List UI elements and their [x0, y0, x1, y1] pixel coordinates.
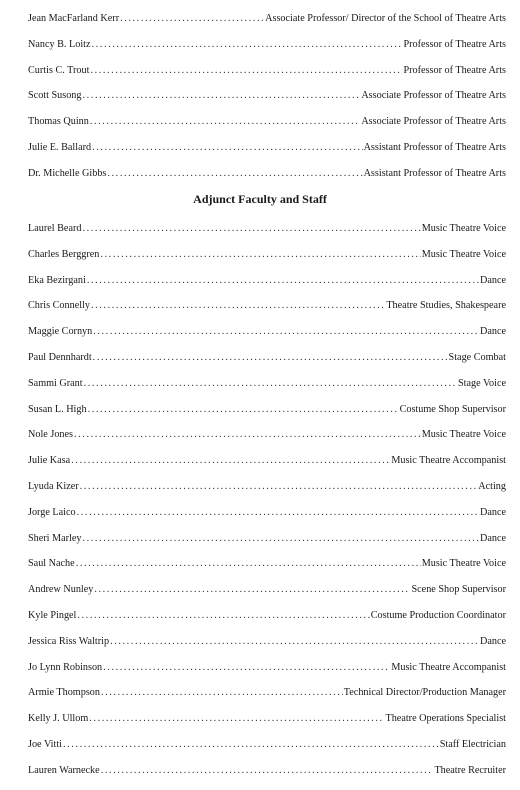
person-name: Maggie Cornyn: [28, 326, 93, 338]
person-name: Laurel Beard: [28, 223, 82, 234]
directory-row: [28, 397, 506, 423]
directory-row: [28, 680, 506, 706]
directory-row: [28, 293, 506, 319]
directory-row: [28, 242, 506, 268]
dot-leader: [74, 422, 421, 448]
staff-list: [28, 216, 506, 784]
directory-row: [28, 551, 506, 577]
directory-row: [28, 83, 506, 109]
person-name: Susan L. High: [28, 403, 87, 415]
person-role: Music Theatre Voice: [421, 223, 506, 234]
person-role: Associate Professor/ Director of the School of Theatre Arts: [265, 13, 506, 24]
person-name: Nancy B. Loitz: [28, 38, 91, 50]
directory-row: [28, 655, 506, 681]
person-role: Stage Combat: [448, 351, 506, 363]
dot-leader: [80, 474, 478, 500]
person-role: Music Theatre Voice: [421, 248, 506, 260]
person-role: Scene Shop Supervisor: [411, 584, 506, 596]
directory-row: [28, 319, 506, 345]
person-role: Dance: [479, 274, 506, 286]
directory-row: [28, 58, 506, 84]
dot-leader: [88, 397, 399, 423]
person-name: Jean MacFarland Kerr: [28, 13, 120, 24]
person-role: Assistant Professor of Theatre Arts: [363, 141, 506, 153]
dot-leader: [101, 680, 343, 706]
person-name: Nole Jones: [28, 429, 73, 441]
dot-leader: [76, 551, 421, 577]
person-name: Andrew Nunley: [28, 584, 94, 596]
person-role: Technical Director/Production Manager: [343, 687, 506, 699]
dot-leader: [77, 500, 479, 526]
dot-leader: [63, 732, 439, 758]
dot-leader: [90, 58, 402, 84]
directory-row: [28, 422, 506, 448]
person-role: Professor of Theatre Arts: [403, 64, 506, 76]
person-role: Music Theatre Voice: [421, 558, 506, 570]
directory-row: [28, 268, 506, 294]
person-name: Jorge Laico: [28, 506, 76, 518]
dot-leader: [90, 109, 360, 135]
dot-leader: [93, 345, 448, 371]
person-name: Sheri Marley: [28, 532, 82, 544]
directory-row: [28, 474, 506, 500]
person-name: Jo Lynn Robinson: [28, 661, 103, 673]
dot-leader: [101, 758, 434, 784]
person-role: Music Theatre Accompanist: [391, 455, 506, 467]
directory-row: [28, 500, 506, 526]
faculty-list: [28, 6, 506, 187]
directory-row: [28, 161, 506, 187]
person-role: Stage Voice: [457, 377, 506, 389]
dot-leader: [92, 135, 362, 161]
person-role: Costume Production Coordinator: [370, 609, 506, 621]
directory-row: [28, 732, 506, 758]
person-name: Saul Nache: [28, 558, 75, 570]
directory-row: [28, 135, 506, 161]
dot-leader: [120, 6, 264, 32]
dot-leader: [82, 526, 478, 552]
person-role: Associate Professor of Theatre Arts: [361, 90, 506, 102]
dot-leader: [77, 603, 369, 629]
person-role: Dance: [479, 326, 506, 338]
person-role: Staff Electrician: [439, 738, 506, 750]
directory-row: [28, 758, 506, 784]
dot-leader: [71, 448, 390, 474]
person-name: Curtis C. Trout: [28, 64, 90, 76]
person-name: Kelly J. Ullom: [28, 713, 89, 725]
dot-leader: [83, 83, 361, 109]
person-name: Sammi Grant: [28, 377, 83, 389]
dot-leader: [87, 268, 479, 294]
dot-leader: [94, 577, 410, 603]
person-name: Jessica Riss Waltrip: [28, 635, 110, 647]
person-role: Assistant Professor of Theatre Arts: [363, 167, 506, 179]
dot-leader: [100, 242, 420, 268]
directory-row: [28, 345, 506, 371]
person-name: Kyle Pingel: [28, 609, 77, 621]
person-role: Associate Professor of Theatre Arts: [361, 116, 506, 128]
person-name: Chris Connelly: [28, 300, 90, 312]
dot-leader: [103, 655, 390, 681]
dot-leader: [110, 629, 479, 655]
person-name: Eka Bezirgani: [28, 274, 86, 286]
section-heading: Adjunct Faculty and Staff: [193, 192, 327, 206]
directory-row: [28, 629, 506, 655]
directory-row: [28, 448, 506, 474]
person-role: Professor of Theatre Arts: [403, 38, 506, 50]
dot-leader: [89, 706, 384, 732]
person-role: Theatre Operations Specialist: [385, 713, 506, 725]
dot-leader: [92, 32, 403, 58]
person-role: Costume Shop Supervisor: [399, 403, 506, 415]
person-name: Charles Berggren: [28, 248, 100, 260]
person-role: Theatre Studies, Shakespeare: [386, 300, 506, 312]
directory-row: [28, 706, 506, 732]
person-role: Music Theatre Accompanist: [391, 661, 506, 673]
person-name: Thomas Quinn: [28, 116, 89, 128]
dot-leader: [84, 371, 457, 397]
dot-leader: [107, 161, 362, 187]
person-name: Dr. Michelle Gibbs: [28, 167, 107, 179]
dot-leader: [93, 319, 479, 345]
person-name: Julie Kasa: [28, 455, 71, 467]
person-name: Lauren Warnecke: [28, 764, 100, 776]
person-role: Music Theatre Voice: [421, 429, 506, 441]
directory-row: [28, 216, 506, 242]
person-name: Joe Vitti: [28, 738, 63, 750]
directory-row: [28, 577, 506, 603]
directory-row: [28, 371, 506, 397]
person-role: Dance: [479, 532, 506, 544]
person-name: Armie Thompson: [28, 687, 100, 699]
directory-row: [28, 109, 506, 135]
directory-row: [28, 526, 506, 552]
person-name: Scott Susong: [28, 90, 82, 102]
directory-row: [28, 603, 506, 629]
person-role: Acting: [478, 480, 506, 492]
directory-row: [28, 6, 506, 32]
person-name: Julie E. Ballard: [28, 141, 92, 153]
dot-leader: [82, 216, 420, 242]
dot-leader: [91, 293, 385, 319]
person-role: Dance: [479, 635, 506, 647]
directory-row: [28, 32, 506, 58]
person-name: Paul Dennhardt: [28, 351, 92, 363]
person-role: Theatre Recruiter: [434, 764, 506, 776]
person-name: Lyuda Kizer: [28, 480, 79, 492]
person-role: Dance: [479, 506, 506, 518]
